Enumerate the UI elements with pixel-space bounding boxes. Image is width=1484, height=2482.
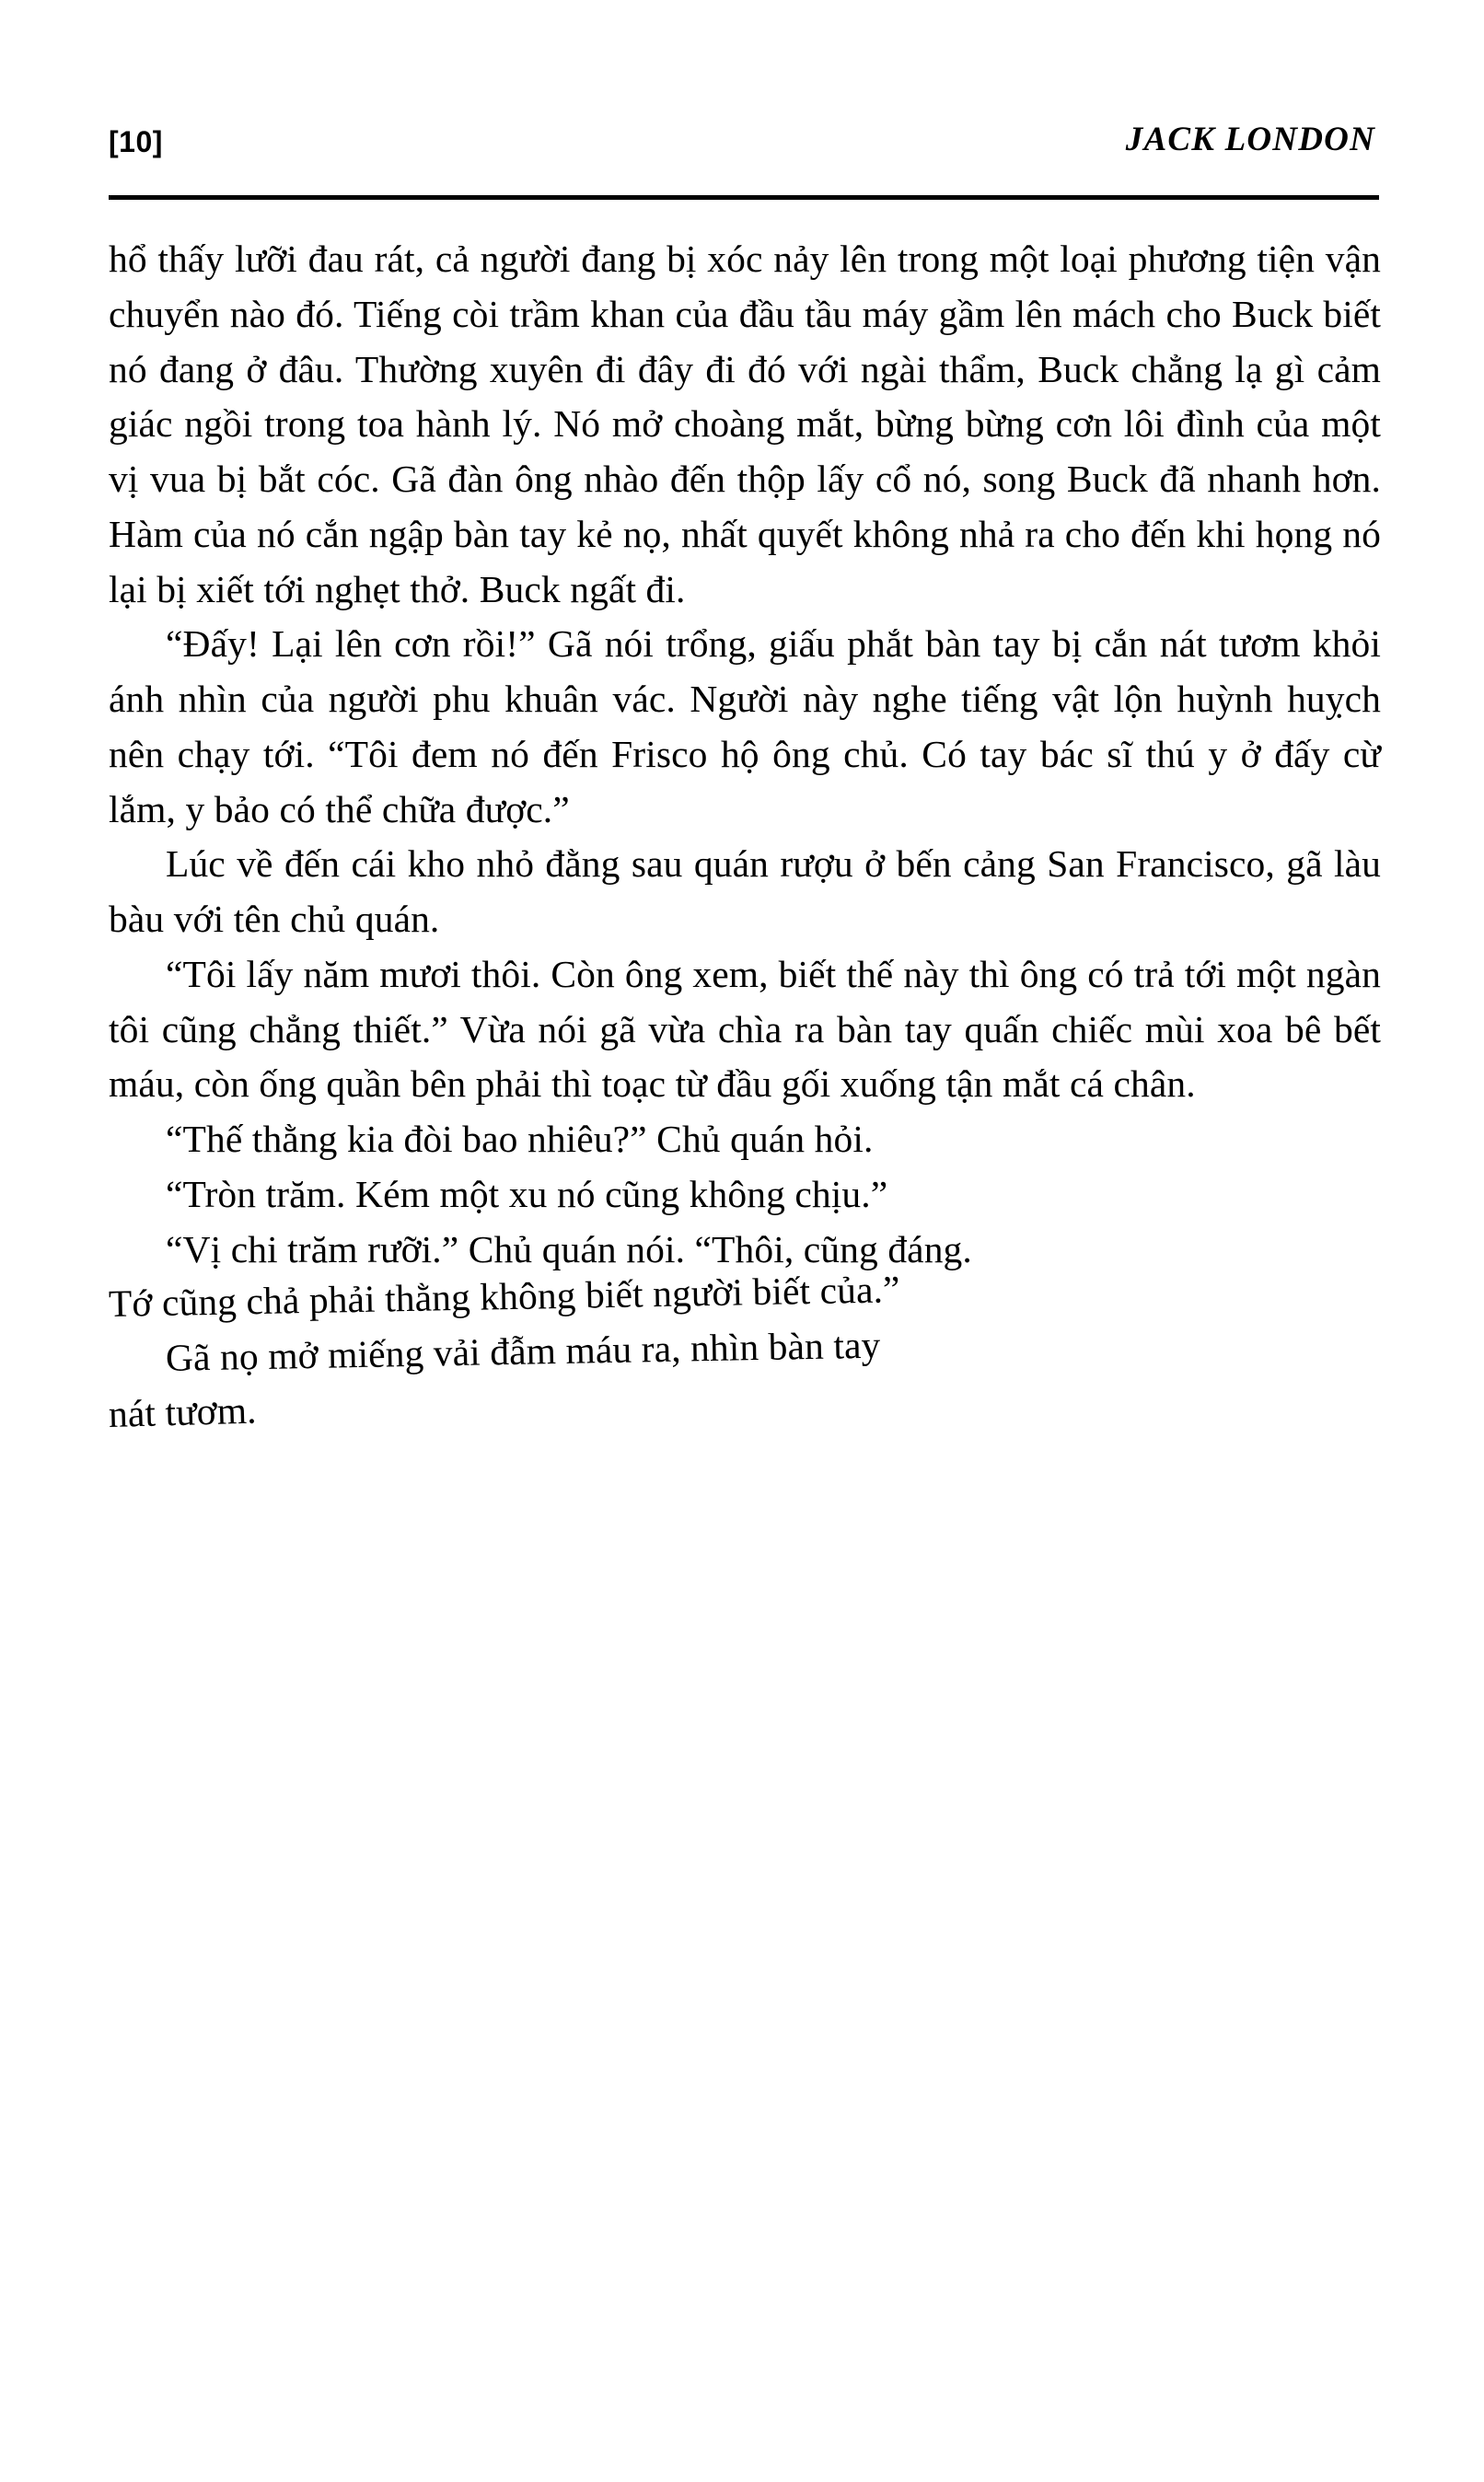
paragraph-line: Gã nọ mở miếng vải đẫm máu ra, nhìn bàn tay — [165, 1323, 881, 1379]
page-header — [109, 120, 1375, 159]
header-divider — [109, 195, 1379, 200]
paragraph-line: Tớ cũng chả phải thằng không biết người biết của.” — [108, 1268, 900, 1326]
paragraph: Lúc về đến cái kho nhỏ đằng sau quán rượu ở bến cảng San Francisco, gã làu bàu với tên chủ quán. — [109, 842, 1381, 940]
paragraph: “Thế thằng kia đòi bao nhiêu?” Chủ quán hỏi. — [166, 1118, 874, 1160]
page-number: [10] — [109, 125, 163, 158]
paragraph-line: nát tươm. — [108, 1388, 258, 1435]
paragraph: hổ thấy lưỡi đau rát, cả người đang bị xóc nảy lên trong một loại phương tiện vận chuyển nào đó. Tiếng còi trầm khan của đầu tầu máy gầm lên mách cho Buck biết nó đang ở đâu. Thường xuyên đi đây đi đó với ngài thẩm, Buck chẳng lạ gì cảm giác ngồi trong toa hành lý. Nó mở choàng mắt, bừng bừng cơn lôi đình của một vị vua bị bắt cóc. Gã đàn ông nhào đến thộp lấy cổ nó, song Buck đã nhanh hơn. Hàm của nó cắn ngập bàn tay kẻ nọ, nhất quyết không nhả ra cho đến khi họng nó lại bị xiết tới nghẹt thở. Buck ngất đi. — [109, 238, 1381, 610]
paragraph: “Đấy! Lại lên cơn rồi!” Gã nói trổng, giấu phắt bàn tay bị cắn nát tươm khỏi ánh nhìn của người phu khuân vác. Người này nghe tiếng vật lộn huỳnh huỵch nên chạy tới. “Tôi đem nó đến Frisco hộ ông chủ. Có tay bác sĩ thú y ở đấy cừ lắm, y bảo có thể chữa được.” — [109, 622, 1381, 830]
paragraph: “Tôi lấy năm mươi thôi. Còn ông xem, biết thế này thì ông có trả tới một ngàn tôi cũng chẳng thiết.” Vừa nói gã vừa chìa ra bàn tay quấn chiếc mùi xoa bê bết máu, còn ống quần bên phải thì toạc từ đầu gối xuống tận mắt cá chân. — [109, 952, 1381, 1106]
paragraph: “Tròn trăm. Kém một xu nó cũng không chịu.” — [166, 1172, 888, 1215]
page-body — [109, 232, 1381, 1443]
paragraph: “Vị chi trăm rưỡi.” Chủ quán nói. “Thôi, cũng đáng. — [166, 1227, 972, 1270]
running-head-author: JACK LONDON — [1125, 121, 1375, 158]
paragraph — [109, 1387, 1381, 1443]
